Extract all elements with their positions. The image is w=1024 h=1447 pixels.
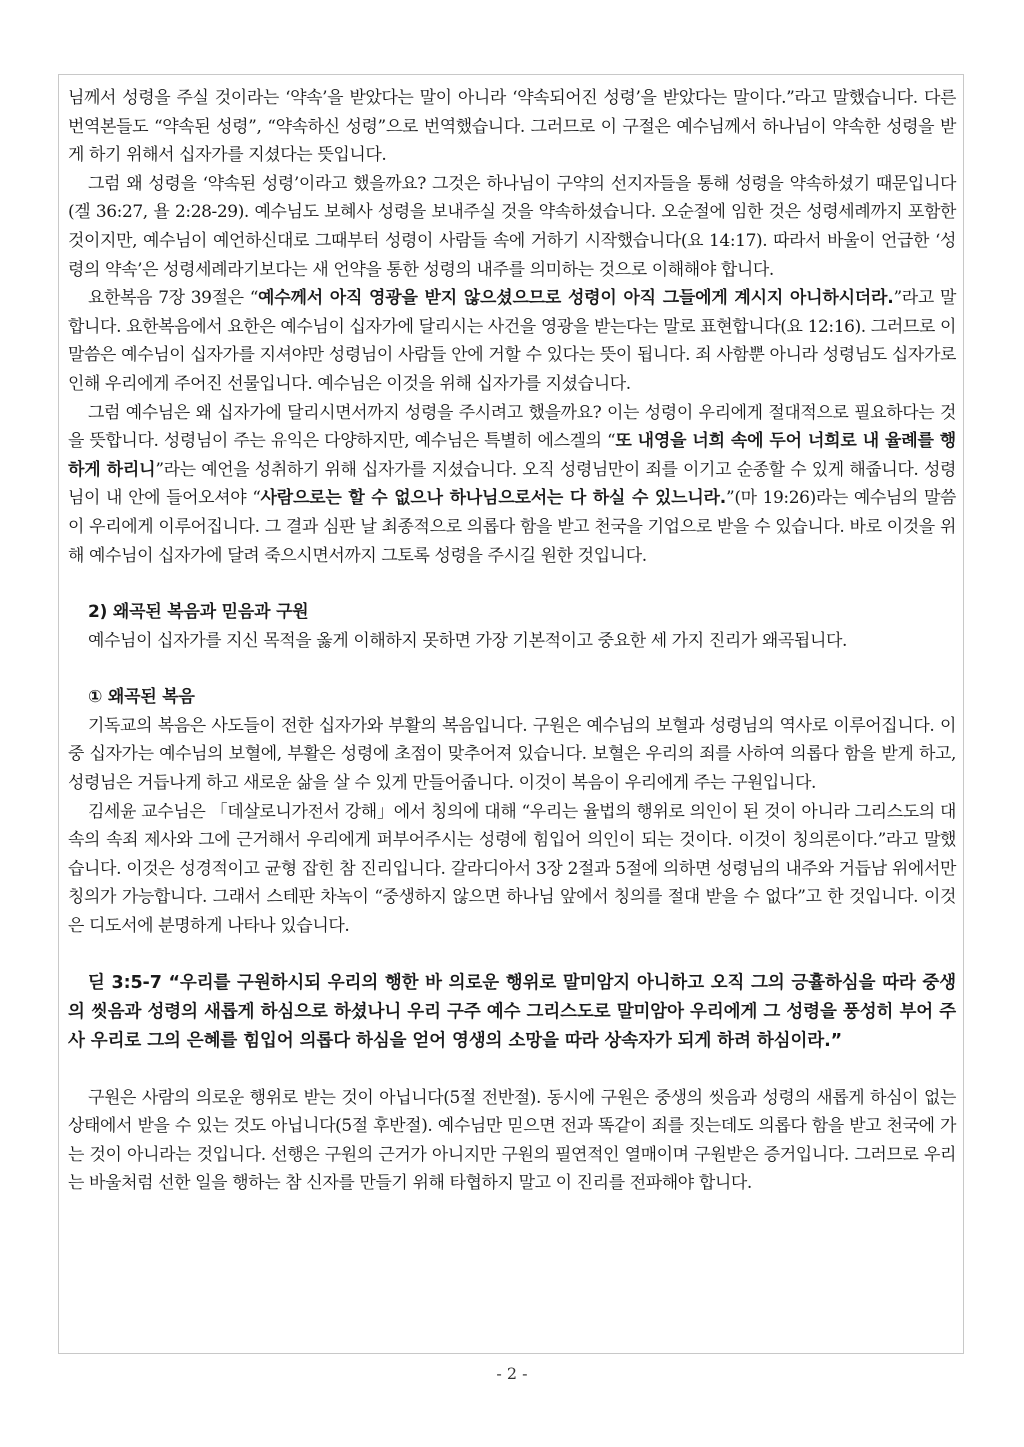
why-rest-text: ”(마 19:26)라는 예수님의 말씀이 우리에게 이루어집니다. 그 결과 심판 날 최종적으로 의롭다 함을 받고 천국을 기업으로 받을 수 있습니다. 바로 이것을 위해 예수님이 십자가에 달려 죽으시면서까지 그토록 성령을 주시길 원한 것입니다. [68, 488, 956, 566]
matthew-quote-bold: 사람으로는 할 수 없으나 하나님으로서는 다 하실 수 있느니라. [260, 488, 727, 509]
paragraph-john-7-39 [68, 284, 956, 398]
paragraph-salvation: 구원은 사람의 의로운 행위로 받는 것이 아닙니다(5절 전반절). 동시에 구원은 중생의 씻음과 성령의 새롭게 하심이 없는 상태에서 받을 수 있는 것도 아닙니다(5절 후반절). 예수님만 믿으면 전과 똑같이 죄를 짓는데도 의롭다 함을 받고 천국에 가는 것이 아니라는 것입니다. 선행은 구원의 근거가 아니지만 구원의 필연적인 열매이며 구원받은 증거입니다. 그러므로 우리는 바울처럼 선한 일을 행하는 참 신자를 만들기 위해 타협하지 말고 이 진리를 전파해야 합니다. [68, 1087, 956, 1194]
john-rest-text: ”라고 말합니다. 요한복음에서 요한은 예수님이 십자가에 달리시는 사건을 영광을 받는다는 말로 표현합니다(요 12:16). 그러므로 이 말씀은 예수님이 십자가를 지셔야만 성령님이 사람들 안에 거할 수 있다는 뜻이 됩니다. 죄 사함뿐 아니라 성령님도 십자가로 인해 우리에게 주어진 선물입니다. 예수님은 이것을 위해 십자가를 지셨습니다. [68, 288, 956, 394]
spacer [68, 941, 956, 969]
paragraph-why-spirit [68, 399, 956, 571]
page-number: - 2 - [496, 1364, 528, 1383]
ezekiel-quote-bold: 또 내영을 너희 속에 두어 너희로 내 율례를 행하게 하리니 [68, 431, 956, 480]
document-body [68, 84, 956, 1198]
paragraph-gospel: 기독교의 복음은 사도들이 전한 십자가와 부활의 복음입니다. 구원은 예수님의 보혈과 성령님의 역사로 이루어집니다. 이 중 십자가는 예수님의 보혈에, 부활은 성령에 초점이 맞추어져 있습니다. 보혈은 우리의 죄를 사하여 의롭다 함을 받게 하고, 성령님은 거듭나게 하고 새로운 삶을 살 수 있게 만들어줍니다. 이것이 복음이 우리에게 주는 구원입니다. [68, 715, 956, 794]
section-heading: 2) 왜곡된 복음과 믿음과 구원 [88, 602, 309, 623]
spacer [68, 570, 956, 598]
why-mid-text: ”라는 예언을 성취하기 위해 십자가를 지셨습니다. 오직 성령님만이 죄를 이기고 순종할 수 있게 해줍니다. 성령님이 내 안에 들어오셔야 “ [68, 459, 956, 509]
why-lead-text: 그럼 예수님은 왜 십자가에 달리시면서까지 성령을 주시려고 했을까요? 이는 성령이 우리에게 절대적으로 필요하다는 것을 뜻합니다. 성령님이 주는 유익은 다양하지만, 예수님은 특별히 에스겔의 “ [68, 402, 956, 452]
spacer [68, 1056, 956, 1084]
john-lead-text: 요한복음 7장 39절은 “ [88, 288, 259, 309]
john-quote-bold: 예수께서 아직 영광을 받지 않으셨으므로 성령이 아직 그들에게 계시지 아니하시더라. [258, 288, 894, 309]
spacer [68, 655, 956, 683]
subsection-heading: ① 왜곡된 복음 [88, 687, 195, 708]
paragraph-justification: 김세윤 교수님은 「데살로니가전서 강해」에서 칭의에 대해 “우리는 율법의 행위로 의인이 된 것이 아니라 그리스도의 대속의 속죄 제사와 그에 근거해서 우리에게 퍼부어주시는 성령에 힘입어 의인이 되는 것이다. 이것이 칭의론이다.”라고 말했습니다. 이것은 성경적이고 균형 잡힌 참 진리입니다. 갈라디아서 3장 2절과 5절에 의하면 성령님의 내주와 거듭남 위에서만 칭의가 가능합니다. 그래서 스테판 차녹이 “중생하지 않으면 하나님 앞에서 칭의를 절대 받을 수 없다”고 한 것입니다. 이것은 디도서에 분명하게 나타나 있습니다. [68, 801, 956, 937]
scripture-quote-titus: 딛 3:5-7 “우리를 구원하시되 우리의 행한 바 의로운 행위로 말미암지 아니하고 오직 그의 긍휼하심을 따라 중생의 씻음과 성령의 새롭게 하심으로 하셨나니 우리 구주 예수 그리스도로 말미암아 우리에게 그 성령을 풍성히 부어 주사 우리로 그의 은혜를 힘입어 의롭다 하심을 얻어 영생의 소망을 따라 상속자가 되게 하려 하심이라.” [68, 972, 956, 1051]
paragraph-three-truths: 예수님이 십자가를 지신 목적을 옳게 이해하지 못하면 가장 기본적이고 중요한 세 가지 진리가 왜곡됩니다. [88, 630, 847, 651]
paragraph-promised-spirit: 그럼 왜 성령을 ‘약속된 성령’이라고 했을까요? 그것은 하나님이 구약의 선지자들을 통해 성령을 약속하셨기 때문입니다(겔 36:27, 욜 2:28-29). 예수님도 보혜사 성령을 보내주실 것을 약속하셨습니다. 오순절에 임한 것은 성령세례까지 포함한 것이지만, 예수님이 예언하신대로 그때부터 성령이 사람들 속에 거하기 시작했습니다(요 14:17). 따라서 바울이 언급한 ‘성령의 약속’은 성령세례라기보다는 새 언약을 통한 성령의 내주를 의미하는 것으로 이해해야 합니다. [68, 173, 956, 280]
paragraph-continuation: 님께서 성령을 주실 것이라는 ‘약속’을 받았다는 말이 아니라 ‘약속되어진 성령’을 받았다는 말이다.”라고 말했습니다. 다른 번역본들도 “약속된 성령”, “약속하신 성령”으로 번역했습니다. 그러므로 이 구절은 예수님께서 하나님이 약속한 성령을 받게 하기 위해서 십자가를 지셨다는 뜻입니다. [68, 88, 956, 166]
